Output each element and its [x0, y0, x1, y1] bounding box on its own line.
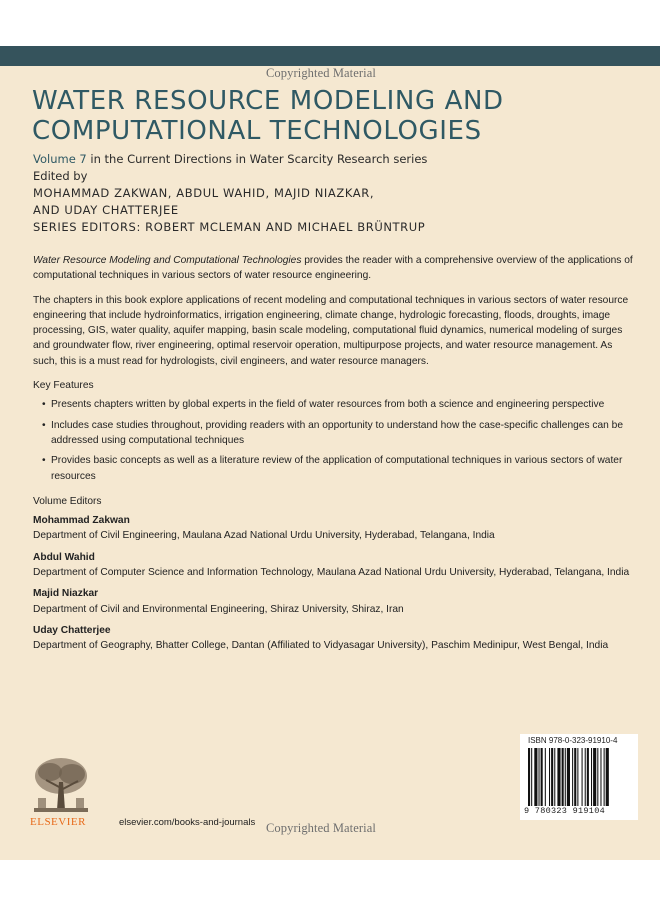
- volume-editor-entry: [33, 513, 639, 544]
- editor-affiliation: Department of Geography, Bhatter College, Dantan (Affiliated to Vidyasagar University), Paschim Medinipur, West Bengal, India: [33, 640, 609, 652]
- watermark-bottom: Copyrighted Material: [266, 821, 376, 835]
- editors-line-1: MOHAMMAD ZAKWAN, ABDUL WAHID, MAJID NIAZKAR,: [33, 186, 375, 200]
- barcode-icon: [526, 748, 634, 806]
- chapters-paragraph: The chapters in this book explore applications of recent modeling and computational techniques in various sectors of water resource engineering that include hydroinformatics, irrigation engineering, climate change, hydrologic forecasting, floods, droughts, image processing, GIS, water quality, aquifer mapping, basin scale modeling, computational fluid dynamics, numerical modeling of surges and groundwater flow, river engineering, optimal reservoir operation, multipurpose projects, and water resource management. As such, this is a must read for hydrologists, civil engineers, and water resource managers.: [33, 294, 629, 367]
- editor-name: Abdul Wahid: [33, 551, 95, 563]
- isbn-label: ISBN 978-0-323-91910-4: [528, 736, 618, 745]
- volume-editors-heading: Volume Editors: [33, 495, 102, 507]
- book-title: [32, 86, 632, 146]
- volume-editor-entry: [33, 623, 639, 654]
- editors-line-2: AND UDAY CHATTERJEE: [33, 203, 179, 217]
- intro-text: provides the reader with a comprehensive overview of the applications of computational techniques in various sectors of water resource engineering.: [33, 255, 633, 282]
- title-line-2: COMPUTATIONAL TECHNOLOGIES: [32, 116, 482, 146]
- description-body: [33, 253, 639, 660]
- series-info: [33, 152, 427, 166]
- series-name: in the Current Directions in Water Scarcity Research series: [86, 152, 428, 166]
- title-line-1: WATER RESOURCE MODELING AND: [32, 86, 504, 116]
- key-feature-item: • Includes case studies throughout, providing readers with an opportunity to understand how the case-specific challenges can be addressed using computational techniques: [43, 418, 639, 449]
- editor-affiliation: Department of Civil and Environmental Engineering, Shiraz University, Shiraz, Iran: [33, 603, 404, 615]
- key-feature-item: • Presents chapters written by global experts in the field of water resources from both a science and engineering perspective: [43, 397, 639, 412]
- barcode-digits: 9 780323 919104: [524, 806, 606, 816]
- intro-book-title: Water Resource Modeling and Computational Technologies: [33, 255, 302, 266]
- cover-top-band: [0, 46, 660, 66]
- edited-by-label: Edited by: [33, 169, 88, 183]
- editor-name: Majid Niazkar: [33, 588, 99, 600]
- intro-paragraph: [33, 253, 639, 284]
- editor-affiliation: Department of Civil Engineering, Maulana Azad National Urdu University, Hyderabad, Telangana, India: [33, 530, 495, 542]
- volume-editor-entry: [33, 550, 639, 581]
- publisher-url: elsevier.com/books-and-journals: [119, 817, 256, 828]
- editors-block: [33, 168, 425, 236]
- watermark-top: Copyrighted Material: [266, 66, 376, 80]
- isbn-barcode-box: [520, 734, 638, 820]
- volume-number: Volume 7: [33, 152, 87, 166]
- key-features-heading: Key Features: [33, 380, 94, 392]
- editor-name: Uday Chatterjee: [33, 624, 111, 636]
- volume-editor-entry: [33, 586, 639, 617]
- key-features-list: [33, 397, 639, 483]
- publisher-name: ELSEVIER: [30, 816, 86, 828]
- editor-name: Mohammad Zakwan: [33, 515, 130, 527]
- key-feature-item: • Provides basic concepts as well as a literature review of the application of computational techniques in various sectors of water resources: [43, 453, 639, 484]
- book-back-cover: [0, 46, 660, 860]
- series-editors: SERIES EDITORS: ROBERT MCLEMAN AND MICHAEL BRÜNTRUP: [33, 220, 426, 234]
- editor-affiliation: Department of Computer Science and Information Technology, Maulana Azad National Urdu University, Hyderabad, Telangana, India: [33, 567, 630, 579]
